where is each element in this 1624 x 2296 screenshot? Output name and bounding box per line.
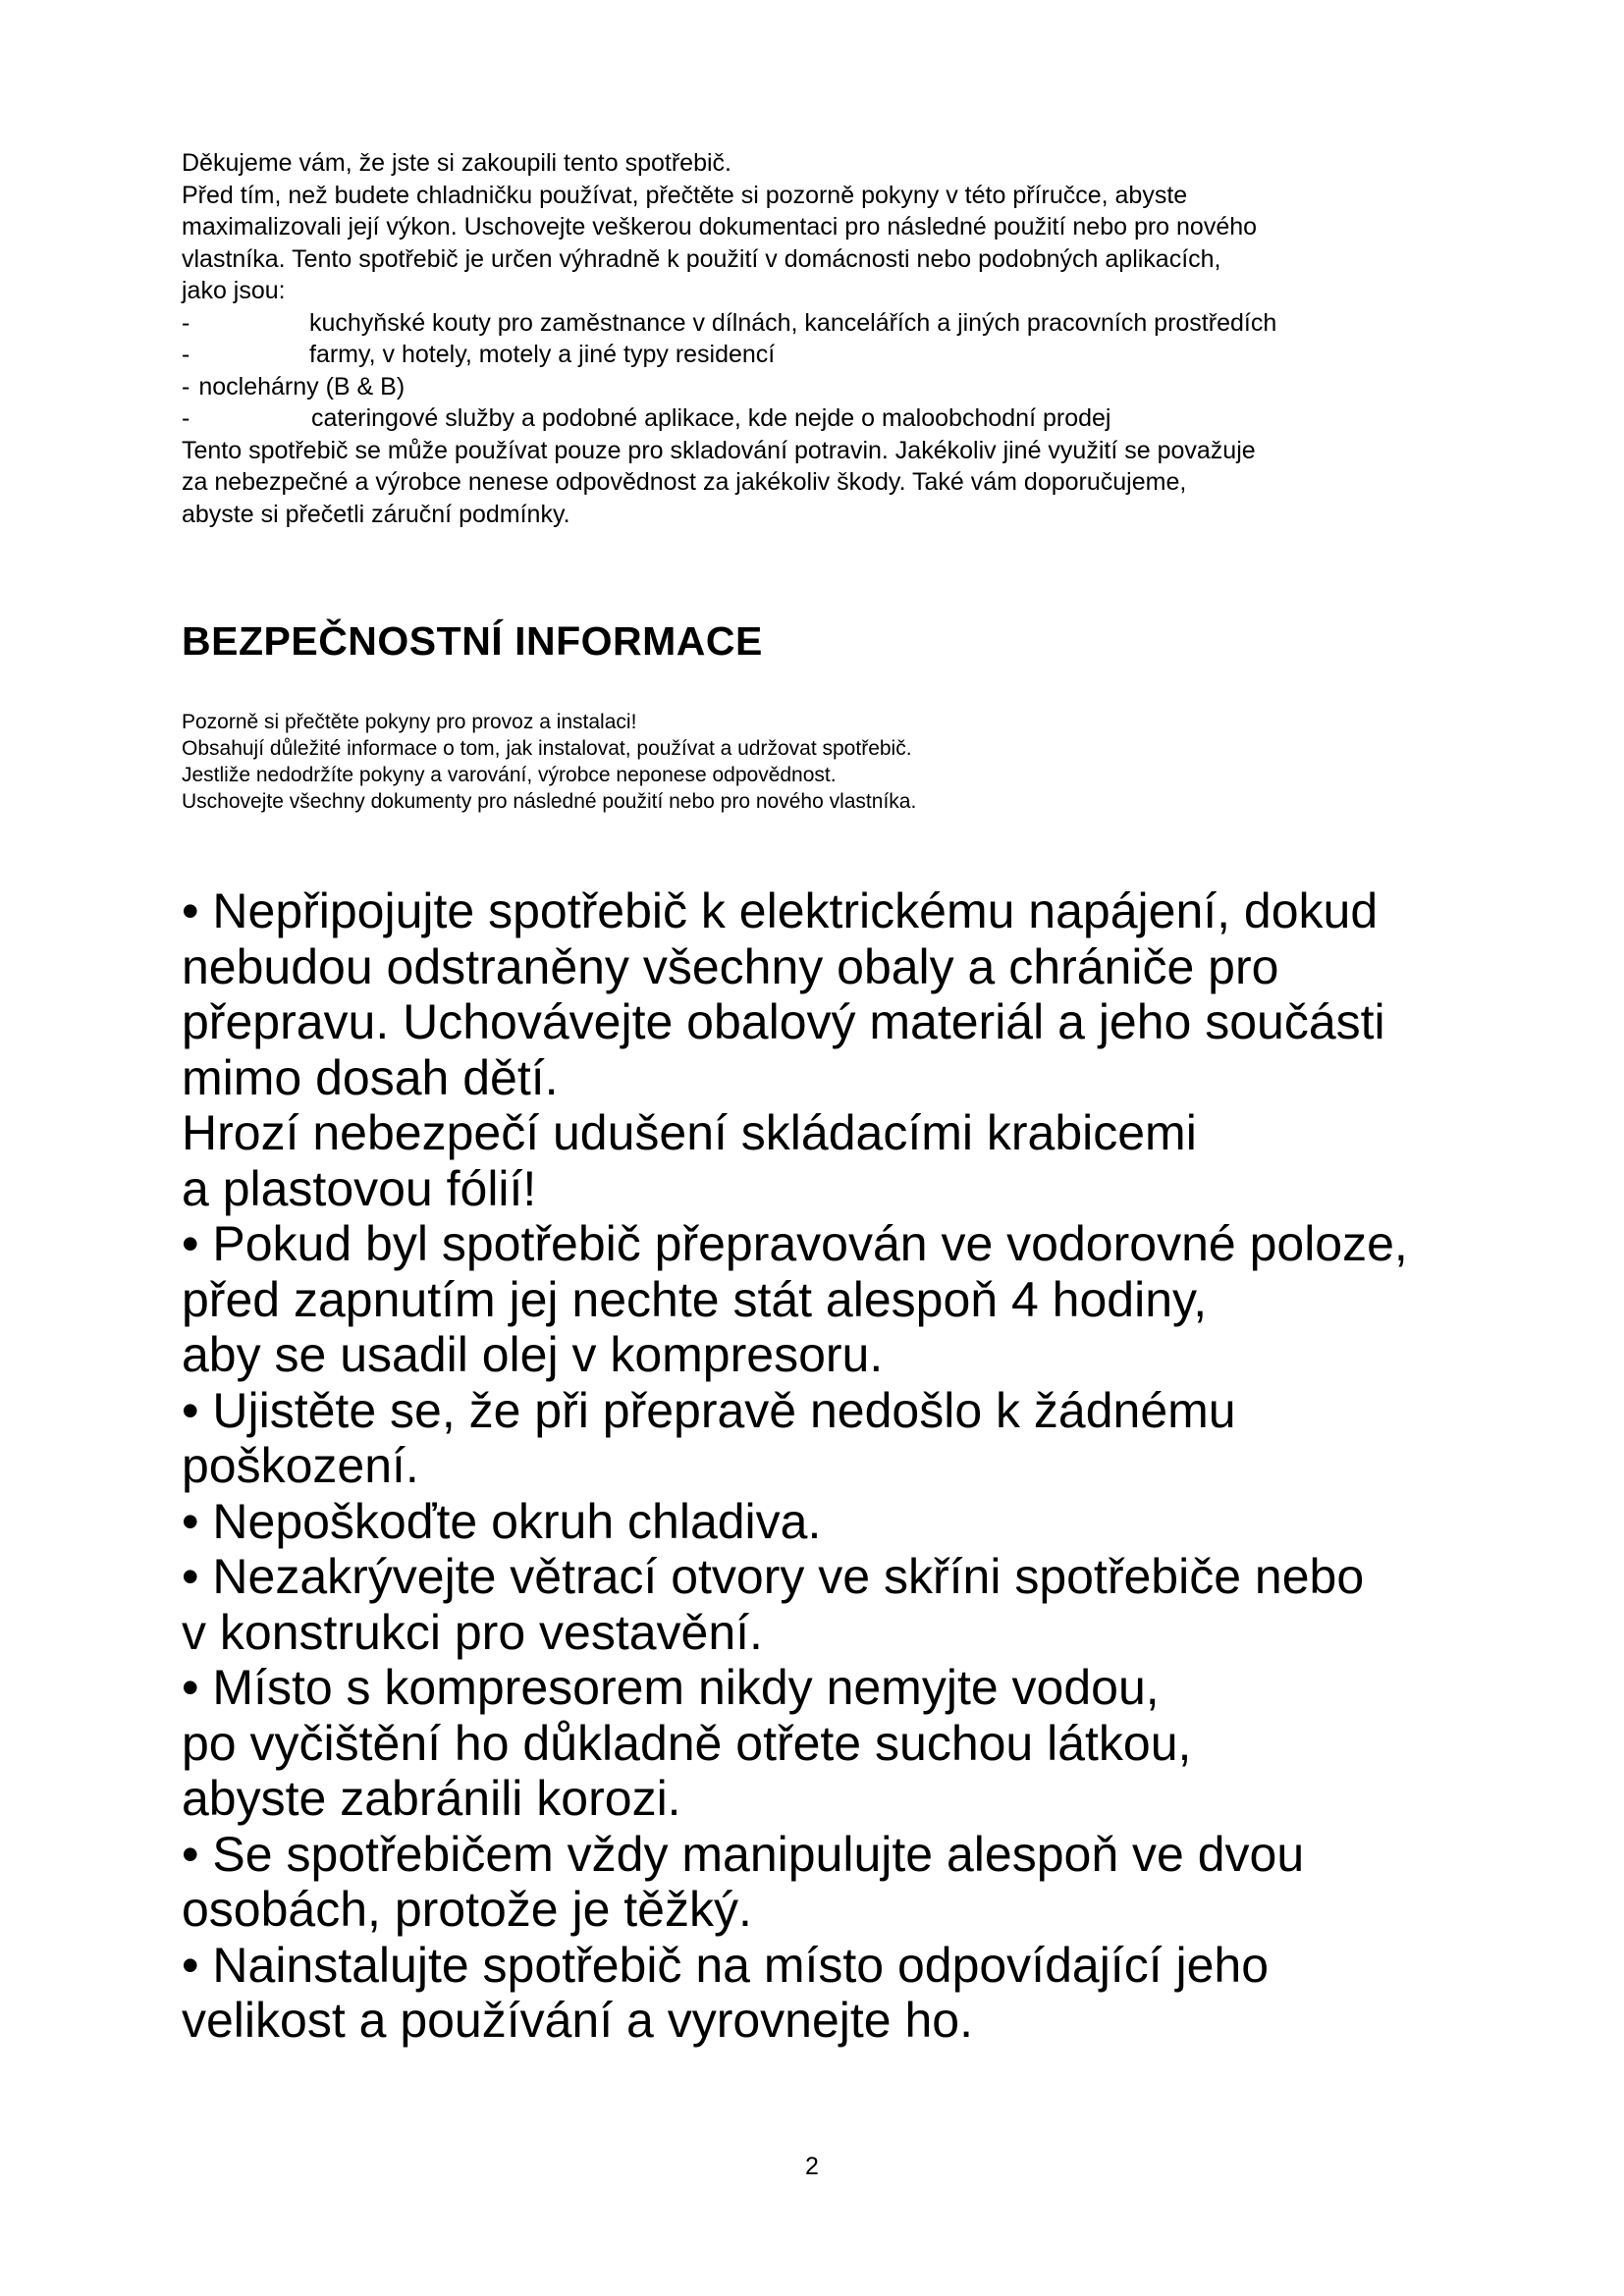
safety-line: • Se spotřebičem vždy manipulujte alespoň ve dvou (182, 1826, 1305, 1882)
safety-line: přepravu. Uchovávejte obalový materiál a jeho součásti (182, 994, 1385, 1049)
safety-line: mimo dosah dětí. (182, 1049, 559, 1105)
safety-line: po vyčištění ho důkladně otřete suchou látkou, (182, 1715, 1192, 1771)
page-number: 2 (805, 2153, 819, 2180)
safety-line: • Místo s kompresorem nikdy nemyjte vodou, (182, 1660, 1160, 1715)
safety-line: v konstrukci pro vestavění. (182, 1604, 763, 1660)
notice-line: Obsahují důležité informace o tom, jak instalovat, používat a udržovat spotřebič. (182, 737, 912, 760)
safety-line: • Nepoškoďte okruh chladiva. (182, 1493, 822, 1549)
intro-closing-line: abyste si přečetli záruční podmínky. (182, 500, 570, 528)
safety-line: poškození. (182, 1438, 419, 1493)
intro-section (182, 147, 1478, 530)
safety-line: nebudou odstraněny všechny obaly a chrániče pro (182, 938, 1279, 994)
list-item (182, 339, 1478, 371)
safety-line: • Nainstalujte spotřebič na místo odpovídající jeho (182, 1937, 1270, 1993)
safety-line: • Pokud byl spotřebič přepravován ve vodorovné poloze, (182, 1216, 1408, 1271)
list-item (182, 402, 1478, 435)
list-item-text: kuchyňské kouty pro zaměstnance v dílnách, kancelářích a jiných pracovních prostředích (309, 308, 1277, 337)
intro-line: maximalizovali její výkon. Uschovejte veškerou dokumentaci pro následné použití nebo pro nového (182, 213, 1258, 240)
intro-line: Děkujeme vám, že jste si zakoupili tento spotřebič. (182, 149, 731, 177)
safety-instructions (182, 883, 1497, 2049)
list-dash: - (182, 404, 190, 432)
list-item-text: noclehárny (B & B) (198, 372, 406, 400)
notice-line: Pozorně si přečtěte pokyny pro provoz a instalaci! (182, 711, 637, 733)
notice-line: Jestliže nedodržíte pokyny a varování, výrobce neponese odpovědnost. (182, 764, 837, 786)
intro-line: jako jsou: (182, 277, 286, 304)
safety-line: osobách, protože je těžký. (182, 1882, 752, 1937)
safety-line: • Nezakrývejte větrací otvory ve skříni spotřebiče nebo (182, 1549, 1365, 1604)
safety-line: abyste zabránili korozi. (182, 1771, 681, 1826)
notice-line: Uschovejte všechny dokumenty pro následné použití nebo pro nového vlastníka. (182, 790, 917, 813)
list-item-text: cateringové služby a podobné aplikace, kde nejde o maloobchodní prodej (311, 404, 1111, 432)
list-dash: - (182, 372, 190, 400)
safety-heading: BEZPEČNOSTNÍ INFORMACE (182, 618, 763, 664)
list-item (182, 371, 1478, 403)
safety-line: • Nepřipojujte spotřebič k elektrickému napájení, dokud (182, 883, 1379, 938)
safety-line: Hrozí nebezpečí udušení skládacími krabicemi (182, 1105, 1197, 1160)
list-item-text: farmy, v hotely, motely a jiné typy residencí (309, 341, 776, 368)
list-dash: - (182, 308, 190, 337)
safety-line: • Ujistěte se, že při přepravě nedošlo k žádnému (182, 1382, 1236, 1438)
list-dash: - (182, 341, 190, 368)
safety-line: velikost a používání a vyrovnejte ho. (182, 1993, 974, 2048)
intro-closing-line: za nebezpečné a výrobce nenese odpovědnost za jakékoliv škody. Také vám doporučujeme, (182, 468, 1187, 496)
intro-line: vlastníka. Tento spotřebič je určen výhradně k použití v domácnosti nebo podobných aplikacích, (182, 244, 1221, 273)
list-item (182, 307, 1478, 340)
safety-line: aby se usadil olej v kompresoru. (182, 1327, 884, 1382)
safety-line: a plastovou fólií! (182, 1160, 537, 1216)
intro-line: Před tím, než budete chladničku používat, přečtěte si pozorně pokyny v této příručce, abyste (182, 181, 1188, 209)
safety-notice (182, 709, 916, 815)
intro-closing-line: Tento spotřebič se může používat pouze pro skladování potravin. Jakékoliv jiné využití se považuje (182, 436, 1256, 464)
safety-line: před zapnutím jej nechte stát alespoň 4 hodiny, (182, 1271, 1208, 1327)
